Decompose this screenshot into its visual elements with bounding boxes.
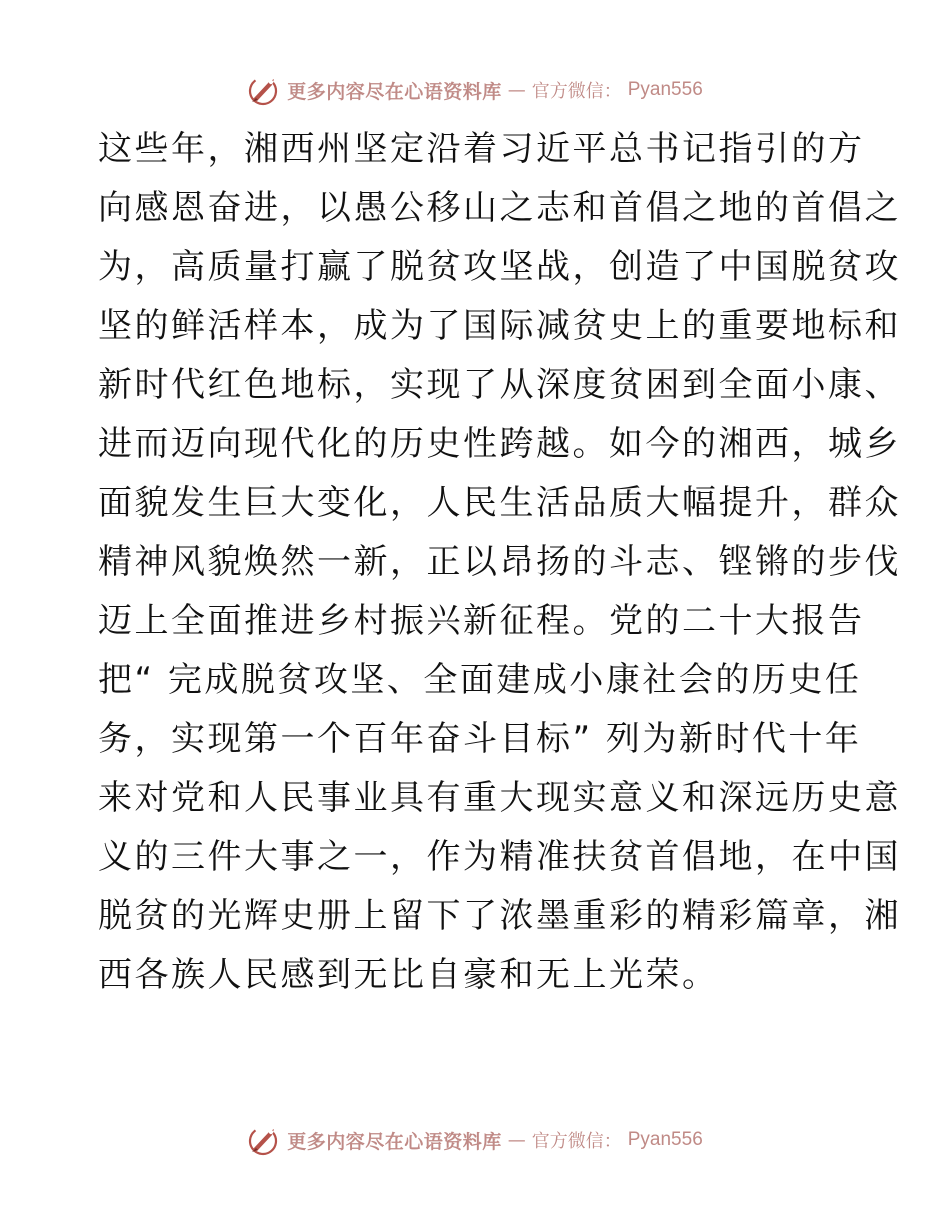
header-contact-label: 官方微信：	[531, 81, 622, 102]
body-line: 精神风貌焕然一新，正以昂扬的斗志、铿锵的步伐	[98, 542, 901, 582]
footer-brand-text: 更多内容尽在心语资料库	[287, 1130, 502, 1153]
body-line: 脱贫的光辉史册上留下了浓墨重彩的精彩篇章，湘	[98, 896, 901, 936]
brush-pen-logo-icon	[247, 73, 281, 107]
body-line: 坚的鲜活样本，成为了国际减贫史上的重要地标和	[98, 306, 901, 346]
body-line: 西各族人民感到无比自豪和无上光荣。	[98, 955, 719, 995]
page-header-banner	[0, 70, 950, 110]
footer-contact-label: 官方微信：	[531, 1131, 622, 1152]
body-line: 这些年，湘西州坚定沿着习近平总书记指引的方	[98, 129, 865, 169]
body-line: 为，高质量打赢了脱贫攻坚战，创造了中国脱贫攻	[98, 247, 901, 287]
body-line: 迈上全面推进乡村振兴新征程。党的二十大报告	[98, 601, 865, 641]
body-line: 来对党和人民事业具有重大现实意义和深远历史意	[98, 778, 901, 818]
brush-pen-logo-icon	[247, 1123, 281, 1157]
page-footer-banner	[0, 1120, 950, 1160]
header-separator: —	[507, 79, 526, 101]
footer-contact-id: Pyan556	[627, 1129, 703, 1150]
header-contact-id: Pyan556	[627, 79, 703, 100]
body-line: 把“ 完成脱贫攻坚、全面建成小康社会的历史任	[98, 660, 862, 700]
document-body	[98, 120, 901, 1005]
body-line: 进而迈向现代化的历史性跨越。如今的湘西，城乡	[98, 424, 901, 464]
body-line: 向感恩奋进，以愚公移山之志和首倡之地的首倡之	[98, 188, 901, 228]
body-line: 义的三件大事之一，作为精准扶贫首倡地，在中国	[98, 837, 901, 877]
footer-separator: —	[507, 1129, 526, 1151]
body-line: 务，实现第一个百年奋斗目标” 列为新时代十年	[98, 719, 862, 759]
body-line: 面貌发生巨大变化，人民生活品质大幅提升，群众	[98, 483, 901, 523]
header-brand-text: 更多内容尽在心语资料库	[287, 80, 502, 103]
body-line: 新时代红色地标，实现了从深度贫困到全面小康、	[98, 365, 901, 405]
